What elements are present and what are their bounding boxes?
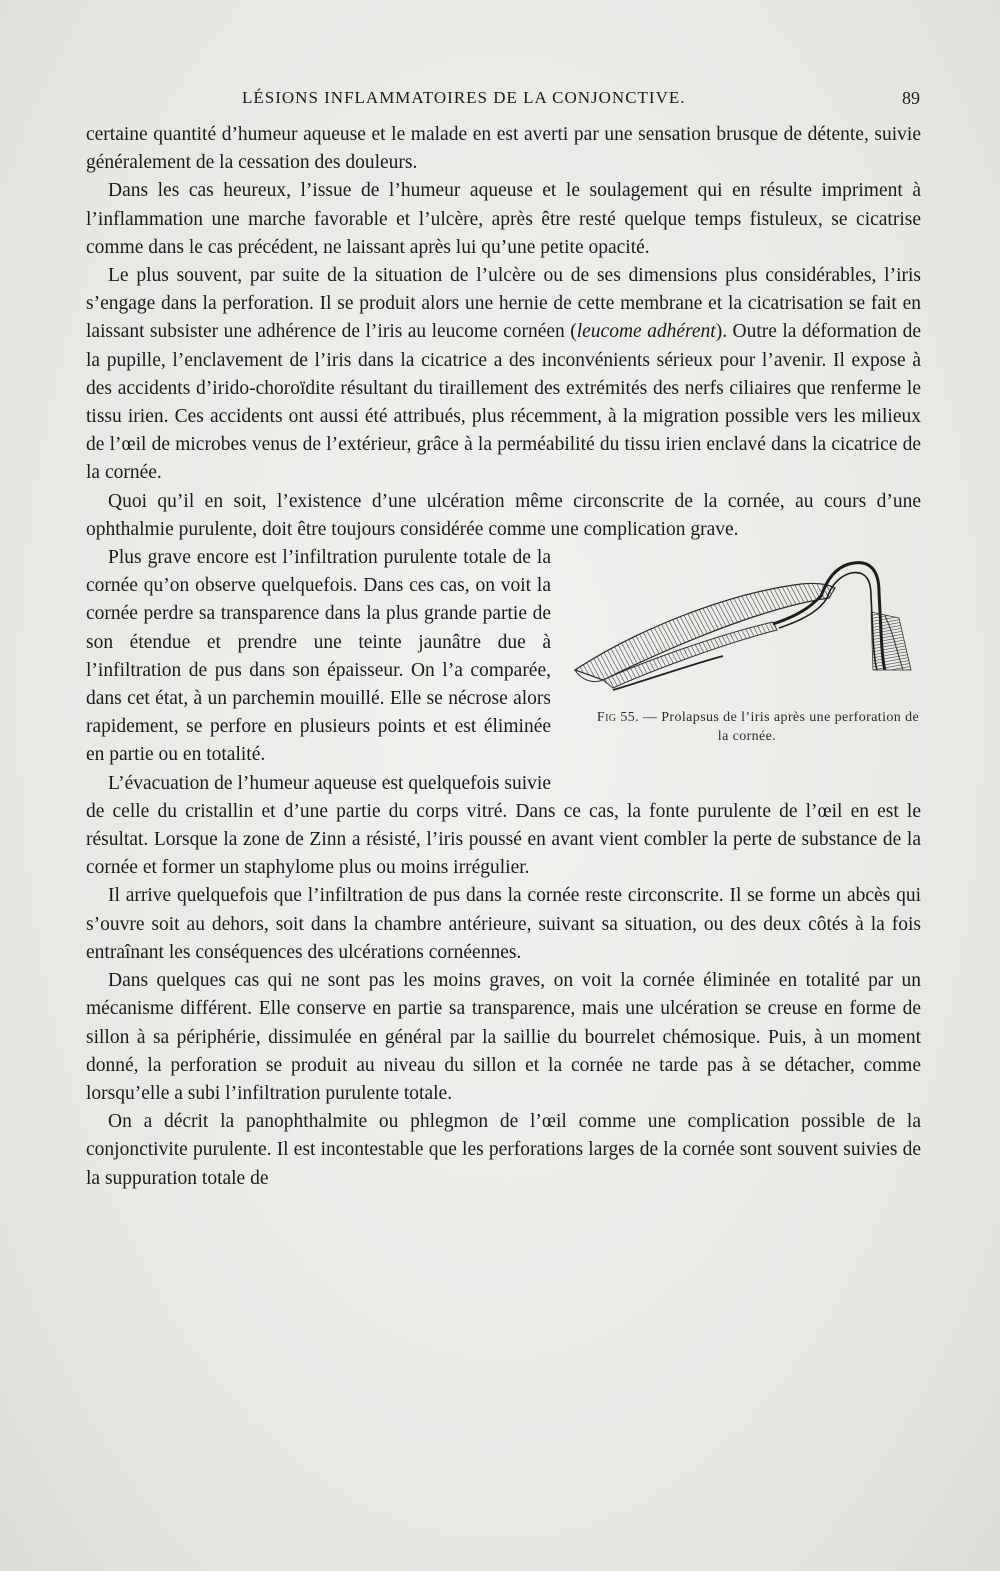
- paragraph-3-part-1: Le plus souvent, par suite de la situation de l’ulcère ou de ses dimensions plus considérables, l’iris s’engage dans la perforation. Il se produit alors une hernie de cette membrane et la cicatrisation se fait en laissant subsister une adhérence de l’iris au leucome cornéen (: [86, 265, 921, 343]
- paragraph-1: certaine quantité d’humeur aqueuse et le malade en est averti par une sensation brusque de détente, suivie généralement de la cessation des douleurs.: [86, 124, 921, 174]
- paragraph-4: Quoi qu’il en soit, l’existence d’une ulcération même circonscrite de la cornée, au cours d’une ophthalmie purulente, doit être toujours considérée comme une complication grave.: [86, 490, 921, 540]
- paragraph-8: Dans quelques cas qui ne sont pas les moins graves, on voit la cornée éliminée en totalité par un mécanisme différent. Elle conserve en partie sa transparence, mais une ulcération se creuse en forme de sillon à sa périphérie, dissimulée en général par la saillie du bourrelet chémosique. Puis, à un moment donné, la perforation se produit au niveau du sillon et la cornée ne tarde pas à se détacher, comme lorsqu’elle a subi l’infiltration purulente totale.: [86, 970, 921, 1104]
- paragraph-5-text: Plus grave encore est l’infiltration purulente totale de la cornée qu’on observe quelquefois. Dans ces cas, on voit la cornée perdre sa transparence dans la plus grande partie de son étendue et prendre une teinte jaunâtre due à l’infiltration de pus dans son épaisseur. On l’a comparée, dans cet état, à un parchemin mouillé. Elle se nécrose alors rapidement, se perfore en plusieurs points et est éliminée en partie ou en totalité.: [86, 547, 551, 766]
- page-number: 89: [902, 88, 920, 108]
- paragraph-5: [86, 544, 921, 770]
- italic-term-leucome-adherent: leucome adhérent: [576, 321, 716, 343]
- paragraph-6: L’évacuation de l’humeur aqueuse est quelquefois suivie de celle du cristallin et d’une partie du corps vitré. Dans ce cas, la fonte purulente de l’œil en est le résultat. Lorsque la zone de Zinn a résisté, l’iris poussé en avant vient combler la perte de substance de la cornée et former un staphylome plus ou moins irrégulier.: [86, 772, 921, 879]
- figure-caption: [573, 708, 921, 746]
- paragraph-3: [86, 262, 921, 488]
- paragraph-9: On a décrit la panophthalmite ou phlegmon de l’œil comme une complication possible de la conjonctivite purulente. Il est incontestable que les perforations larges de la cornée sont souvent suivies de la suppuration totale de: [86, 1111, 921, 1189]
- figure-55: [573, 552, 921, 784]
- iris-prolapse-illustration: [573, 552, 921, 712]
- paragraph-7: Il arrive quelquefois que l’infiltration de pus dans la cornée reste circonscrite. Il se forme un abcès qui s’ouvre soit au dehors, soit dans la chambre antérieure, suivant sa situation, ou des deux côtés à la fois entraînant les conséquences des ulcérations cornéennes.: [86, 885, 921, 963]
- figure-caption-text: — Prolapsus de l’iris après une perforation de la cornée.: [642, 710, 920, 745]
- running-title: LÉSIONS INFLAMMATOIRES DE LA CONJONCTIVE.: [242, 88, 686, 107]
- body-text: [86, 121, 921, 1193]
- running-head: [86, 88, 920, 112]
- paragraph-3-part-2: ). Outre la déformation de la pupille, l’enclavement de l’iris dans la cicatrice a des inconvénients sérieux pour l’avenir. Il expose à des accidents d’irido-choroïdite résultant du tiraillement des extrémités des nerfs ciliaires que renferme le tissu irien. Ces accidents ont aussi été attribués, plus récemment, à la migration possible vers les milieux de l’œil de microbes venus de l’extérieur, grâce à la perméabilité du tissu irien enclavé dans la cicatrice de la cornée.: [86, 321, 922, 484]
- paragraph-2: Dans les cas heureux, l’issue de l’humeur aqueuse et le soulagement qui en résulte impriment à l’inflammation une marche favorable et l’ulcère, après être resté quelque temps fistuleux, se cicatrise comme dans le cas précédent, ne laissant après lui qu’une petite opacité.: [86, 180, 921, 258]
- figure-label: Fig 55.: [596, 710, 640, 726]
